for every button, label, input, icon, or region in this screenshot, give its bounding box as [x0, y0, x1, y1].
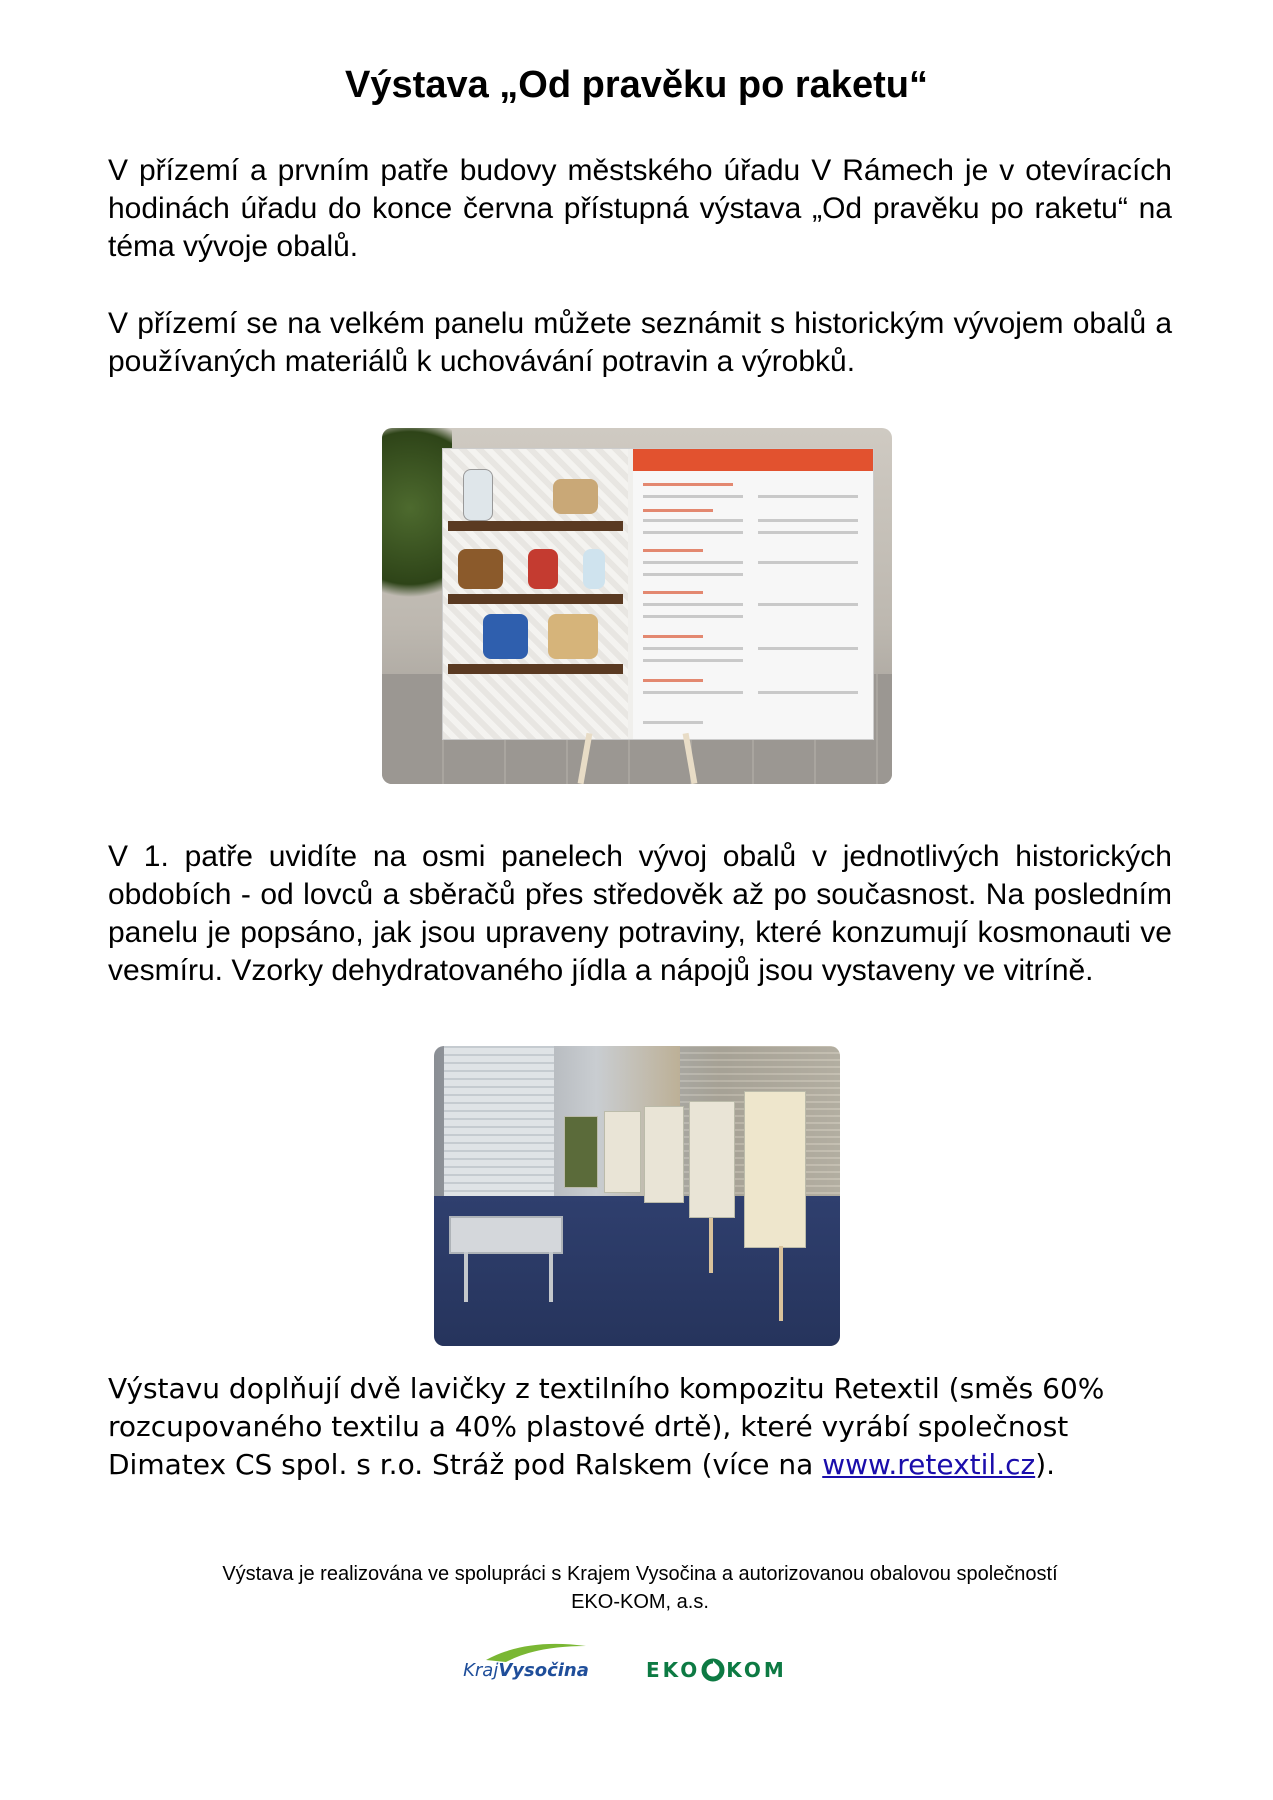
- kraj-vysocina-text: [456, 1660, 596, 1681]
- footer-line-2: EKO-KOM, a.s.: [571, 1591, 709, 1613]
- kraj-vysocina-logo: [456, 1640, 596, 1700]
- vysocina-word: Vysočina: [498, 1660, 589, 1681]
- photo-ground-floor-panel: [382, 428, 892, 784]
- eko-kom-logo: [646, 1652, 806, 1688]
- paragraph-first-floor: V 1. patře uvidíte na osmi panelech vývoj obalů v jednotlivých historických obdobích - od lovců a sběračů přes středověk až po současnost. Na posledním panelu je popsáno, jak jsou upraveny potraviny, které konzumují kosmonauti ve vesmíru. Vzorky dehydratovaného jídla a nápojů jsou vystaveny ve vitríně.: [108, 840, 1172, 987]
- paragraph-benches-end: ).: [1035, 1448, 1056, 1481]
- paragraph-benches-text: Výstavu doplňují dvě lavičky z textilního kompozitu Retextil (směs 60% rozcupovaného textilu a 40% plastové drtě), které vyrábí společnost Dimatex CS spol. s r.o. Stráž pod Ralskem (více na: [108, 1372, 1105, 1481]
- paragraph-ground-floor: V přízemí se na velkém panelu můžete seznámit s historickým vývojem obalů a používaných materiálů k uchovávání potravin a výrobků.: [108, 307, 1172, 378]
- page-title: Výstava „Od pravěku po raketu“: [345, 64, 928, 106]
- paragraph-benches: [108, 1370, 1172, 1484]
- recycle-ring-icon: [701, 1658, 725, 1682]
- kom-word: KOM: [726, 1658, 787, 1682]
- eko-word: EKO: [646, 1658, 701, 1682]
- footer-line-1: Výstava je realizována ve spolupráci s Krajem Vysočina a autorizovanou obalovou společností: [222, 1563, 1058, 1585]
- footer-note: [108, 1560, 1172, 1616]
- kraj-word: Kraj: [463, 1660, 499, 1681]
- retextil-link[interactable]: www.retextil.cz: [822, 1448, 1036, 1481]
- photo-first-floor-panels: [434, 1046, 840, 1346]
- paragraph-intro: V přízemí a prvním patře budovy městského úřadu V Rámech je v otevíracích hodinách úřadu do konce června přístupná výstava „Od pravěku po raketu“ na téma vývoje obalů.: [108, 154, 1172, 263]
